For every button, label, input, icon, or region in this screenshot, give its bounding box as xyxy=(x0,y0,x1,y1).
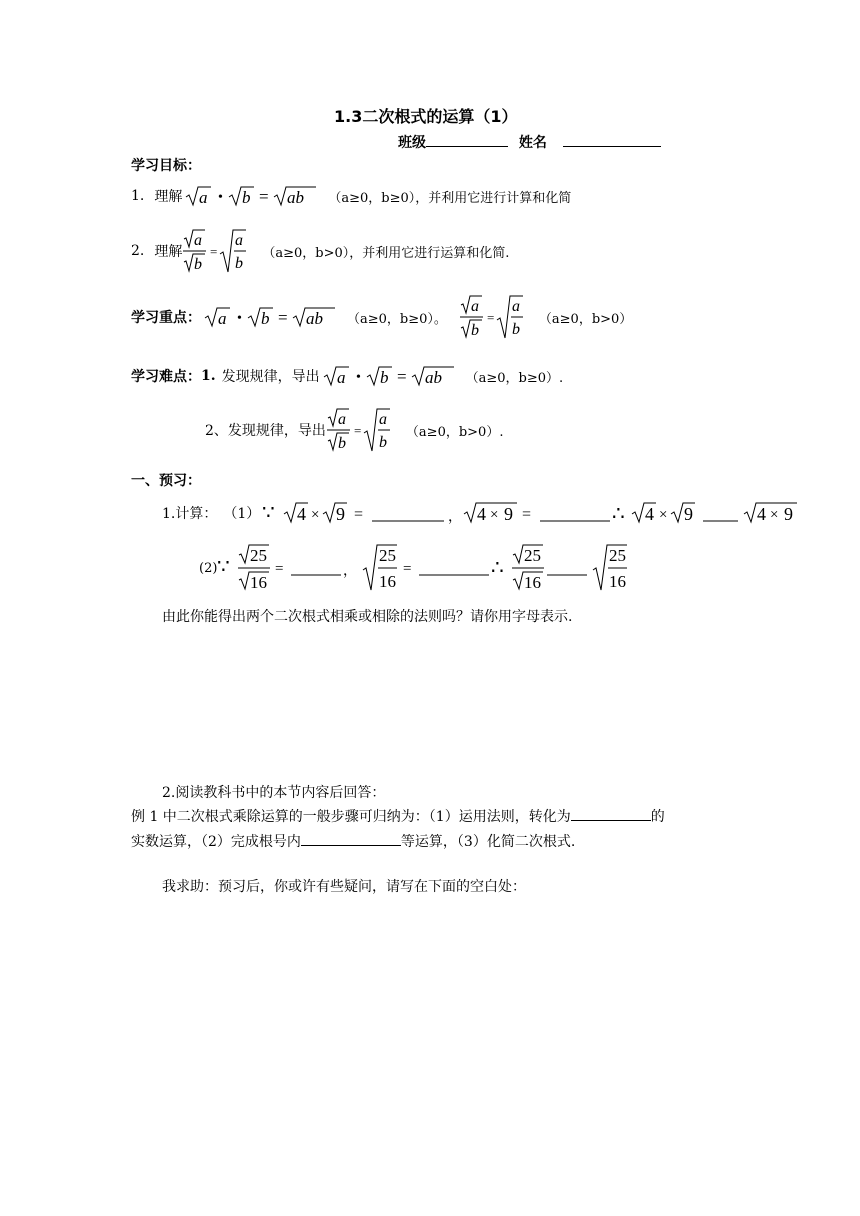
svg-text:b: b xyxy=(379,368,389,387)
svg-text:×: × xyxy=(770,507,779,523)
svg-text:∵: ∵ xyxy=(217,556,231,578)
svg-text:•: • xyxy=(218,190,224,205)
calc-2-expression xyxy=(217,543,647,593)
svg-text:9: 9 xyxy=(336,504,346,524)
svg-text:4: 4 xyxy=(297,504,307,524)
calc-part-1: 1.计算： （1） ∵ 4 × 9 = ， 4 × 9 = ∴ 4 × 9 4 × 9 xyxy=(162,500,832,526)
svg-text:×: × xyxy=(659,507,668,523)
svg-text:=: = xyxy=(210,244,218,259)
svg-text:b: b xyxy=(242,188,251,207)
name-label: 姓名 xyxy=(518,135,547,151)
difficulty-quotient-formula xyxy=(326,407,398,453)
operation-blank[interactable] xyxy=(301,831,401,846)
svg-text:=: = xyxy=(403,561,412,577)
svg-text:a: a xyxy=(378,411,387,428)
svg-text:∵: ∵ xyxy=(262,502,276,524)
svg-text:=: = xyxy=(275,561,284,577)
svg-text:=: = xyxy=(396,367,407,386)
key-heading: 学习重点： xyxy=(131,310,201,326)
svg-text:a: a xyxy=(194,232,203,249)
svg-text:∴: ∴ xyxy=(612,503,626,525)
svg-text:9: 9 xyxy=(504,504,514,524)
svg-text:16: 16 xyxy=(609,572,627,591)
svg-text:=: = xyxy=(522,506,532,523)
svg-text:16: 16 xyxy=(524,573,542,592)
svg-text:25: 25 xyxy=(250,546,268,565)
svg-text:，: ， xyxy=(343,564,358,579)
difficulty-heading: 学习难点： xyxy=(131,369,201,385)
svg-text:ab: ab xyxy=(287,188,305,207)
svg-text:=: = xyxy=(259,187,269,206)
reading-line-2: 例 1 中二次根式乘除运算的一般步骤可归纳为：（1）运用法则，转化为 的 xyxy=(131,806,665,826)
svg-text:a: a xyxy=(336,368,346,387)
svg-text:a: a xyxy=(511,298,520,315)
svg-text:=: = xyxy=(486,310,495,325)
svg-text:•: • xyxy=(355,370,361,385)
help-request: 我求助：预习后，你或许有些疑问，请写在下面的空白处： xyxy=(162,879,526,895)
svg-text:=: = xyxy=(353,423,362,438)
svg-text:25: 25 xyxy=(524,546,542,565)
difficulty-1: 学习难点： 1. 发现规律，导出 a • b = ab （a≥0，b≥0）. xyxy=(131,364,563,388)
class-field[interactable] xyxy=(426,132,508,147)
calc-1-expression xyxy=(262,500,832,526)
conversion-blank[interactable] xyxy=(571,806,651,821)
svg-text:ab: ab xyxy=(424,368,442,387)
calc-part-2: (2) ∵ 25 16 = ， 25 16 = ∴ 25 16 25 16 xyxy=(199,543,647,593)
svg-text:b: b xyxy=(378,434,387,451)
goal-1: 1. 理解 a • b = ab （a≥0，b≥0），并利用它进行计算和化简 xyxy=(131,184,571,208)
difficulty-2: 2、发现规律，导出 a b = a b （a≥0，b>0）. xyxy=(205,407,503,453)
difficulty-product-formula xyxy=(322,364,462,388)
svg-text:4: 4 xyxy=(757,504,767,524)
svg-text:×: × xyxy=(311,507,320,523)
svg-text:b: b xyxy=(261,309,270,328)
svg-text:a: a xyxy=(235,232,244,249)
quotient-rule-formula xyxy=(182,228,254,274)
svg-text:b: b xyxy=(337,435,346,452)
svg-text:ab: ab xyxy=(306,309,323,328)
svg-text:a: a xyxy=(337,411,346,428)
preview-heading: 一、预习： xyxy=(131,473,201,489)
name-field[interactable] xyxy=(563,132,661,147)
key-points: 学习重点： a • b = ab （a≥0，b≥0）。 a b = a b （a≥0，b>0） xyxy=(131,294,632,340)
svg-text:b: b xyxy=(470,322,479,339)
reading-intro: 2.阅读教科书中的本节内容后回答： xyxy=(162,785,386,801)
svg-text:16: 16 xyxy=(250,573,268,592)
class-label: 班级 xyxy=(398,135,426,151)
goal-2: 2. 理解 a b = a b （a≥0，b>0），并利用它进行运算和化简. xyxy=(131,228,509,274)
svg-text:=: = xyxy=(354,506,364,523)
svg-text:b: b xyxy=(511,321,520,338)
question-answer-area[interactable] xyxy=(131,905,731,1105)
goals-heading: 学习目标： xyxy=(131,158,201,174)
svg-text:25: 25 xyxy=(609,546,627,565)
svg-text:25: 25 xyxy=(379,546,397,565)
calc-question: 由此你能得出两个二次根式相乘或相除的法则吗？请你用字母表示. xyxy=(162,609,573,625)
svg-text:，: ， xyxy=(448,510,463,525)
svg-text:4: 4 xyxy=(477,504,487,524)
page-title: 1.3二次根式的运算（1） xyxy=(334,107,518,126)
svg-text:9: 9 xyxy=(784,504,794,524)
svg-text:a: a xyxy=(470,298,479,315)
svg-text:4: 4 xyxy=(645,504,655,524)
key-quotient-formula xyxy=(459,294,531,340)
svg-text:a: a xyxy=(199,188,208,207)
svg-text:b: b xyxy=(235,255,244,272)
product-rule-formula xyxy=(184,184,324,208)
svg-text:b: b xyxy=(194,256,203,273)
svg-text:16: 16 xyxy=(379,572,397,591)
svg-text:9: 9 xyxy=(684,504,694,524)
svg-text:×: × xyxy=(490,507,499,523)
key-product-formula xyxy=(203,305,343,329)
svg-text:a: a xyxy=(218,309,227,328)
svg-text:•: • xyxy=(237,311,242,326)
class-name-line xyxy=(398,132,661,152)
svg-text:=: = xyxy=(278,308,288,327)
reading-line-3: 实数运算，（2）完成根号内 等运算，（3）化简二次根式. xyxy=(131,831,575,851)
svg-text:∴: ∴ xyxy=(491,557,505,579)
